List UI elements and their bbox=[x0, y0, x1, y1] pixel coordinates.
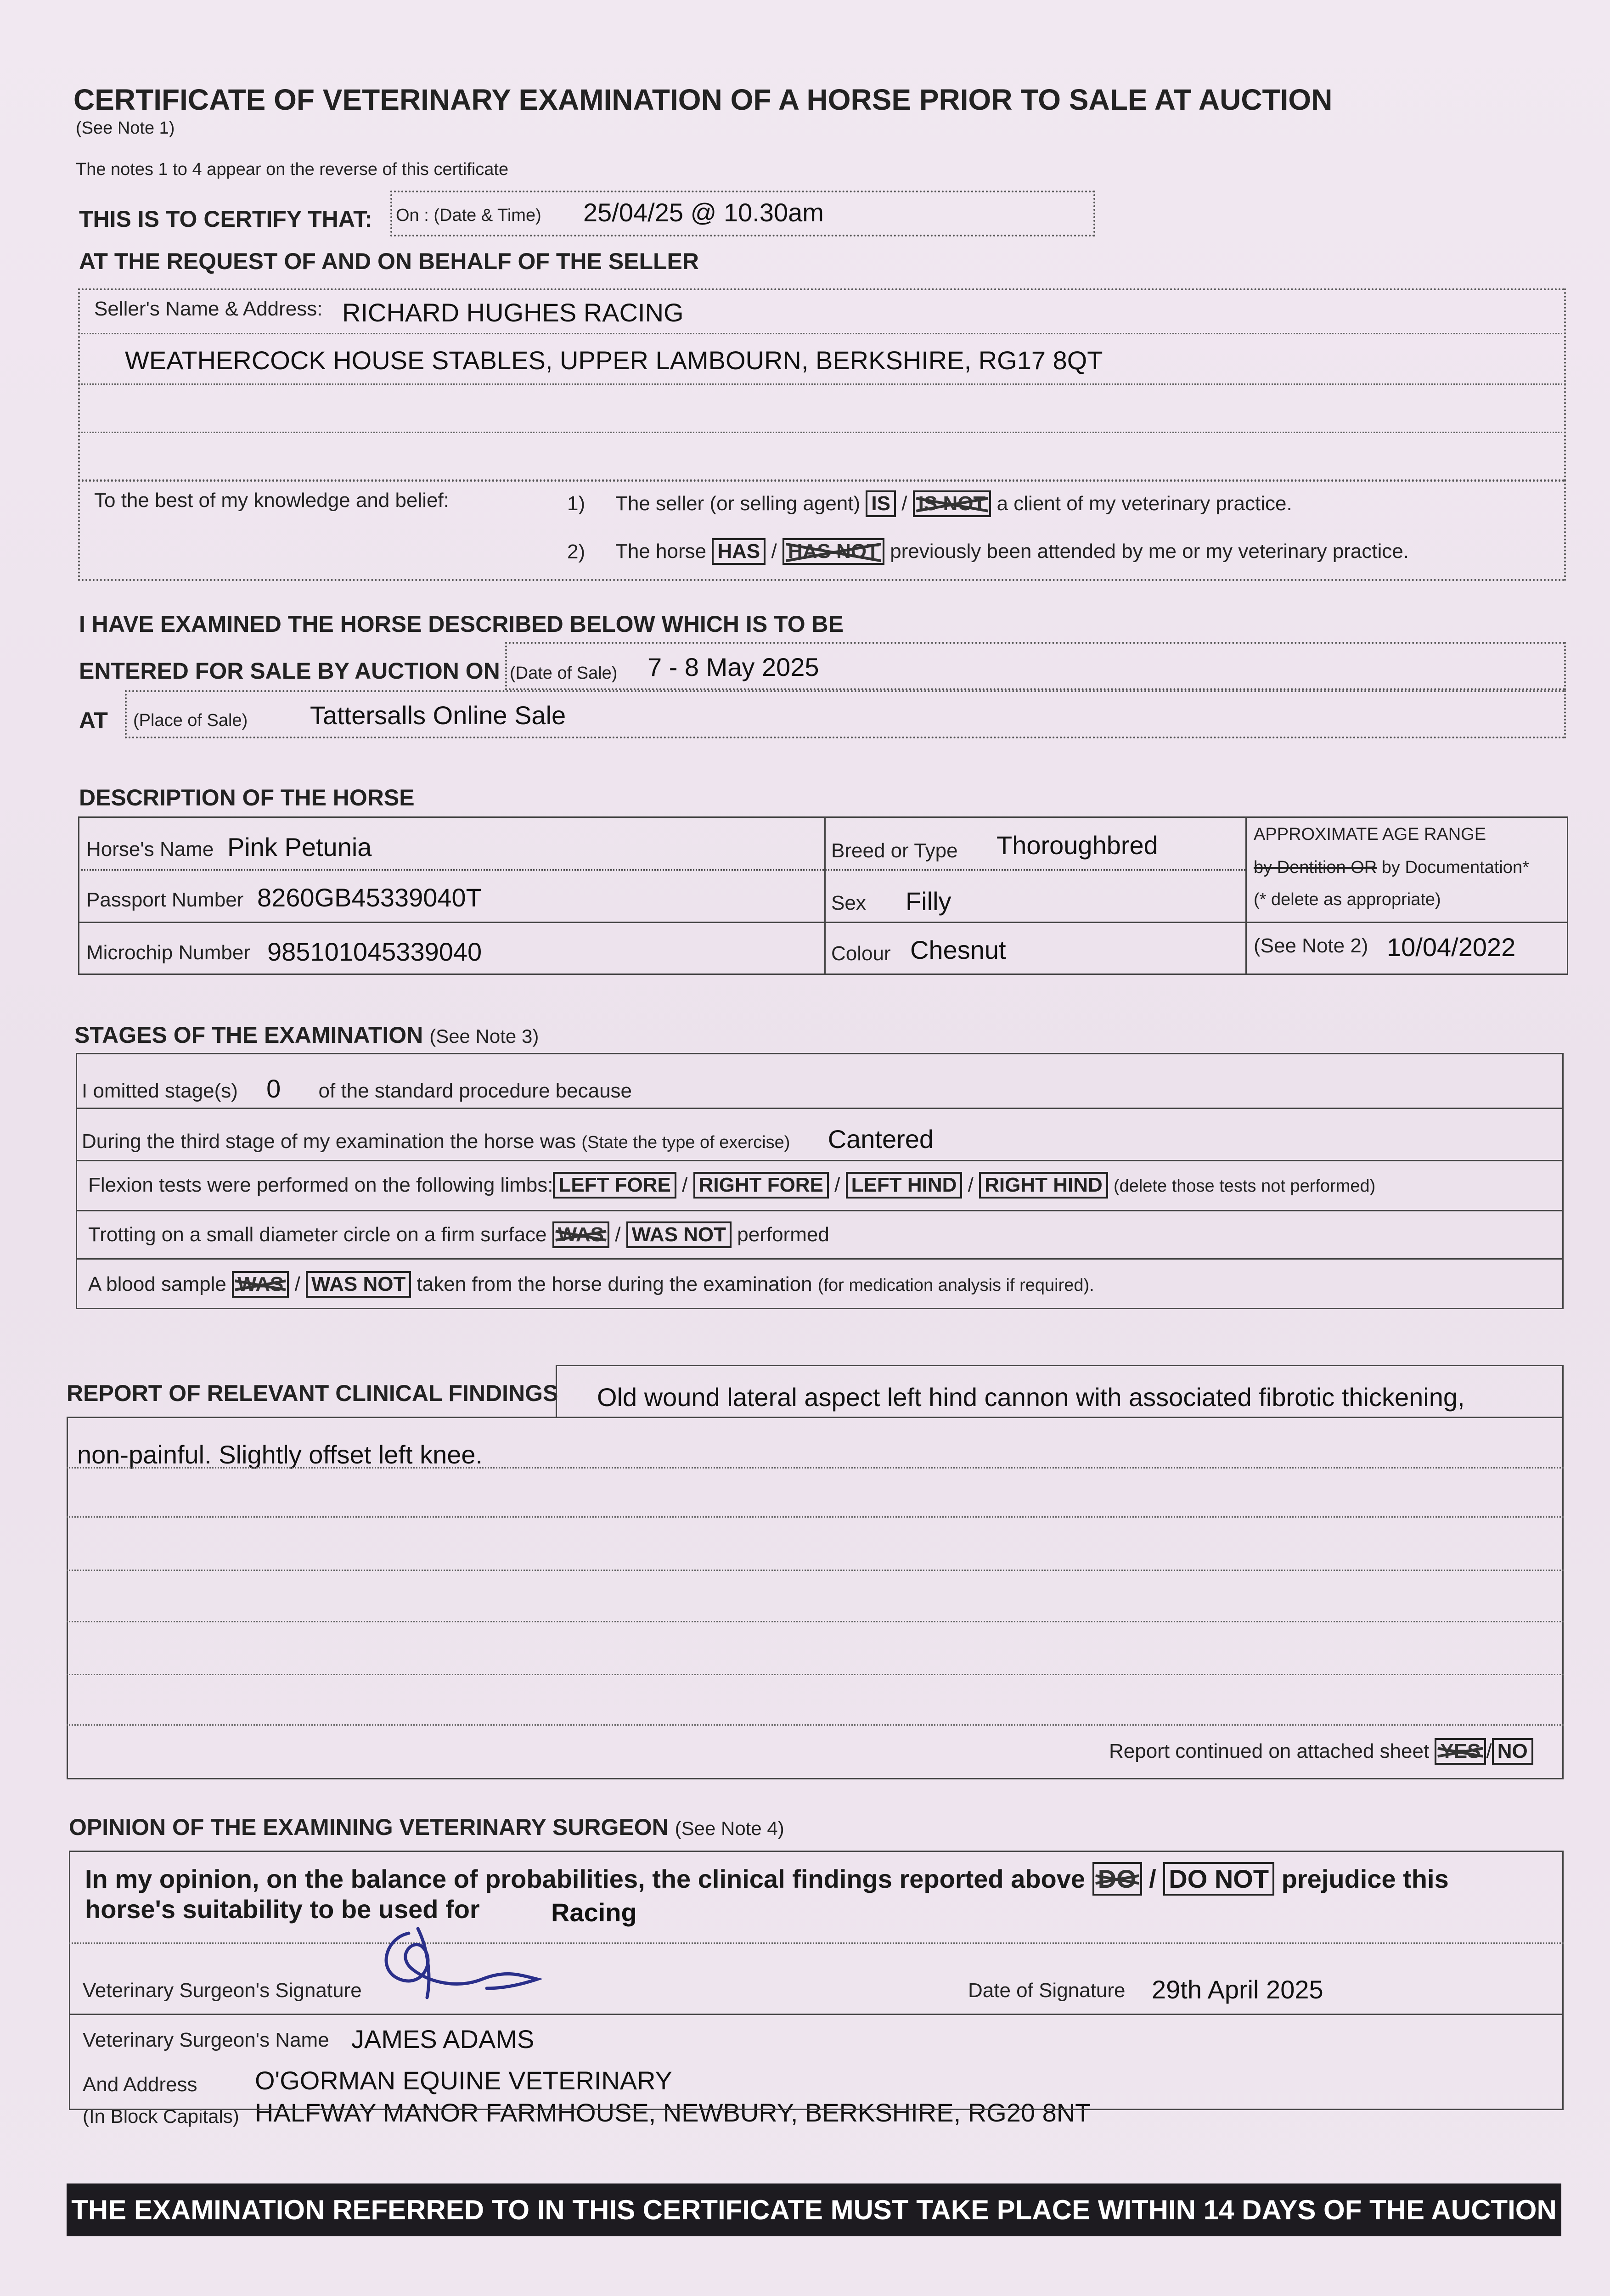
trot-was[interactable]: WAS bbox=[552, 1221, 609, 1248]
on-date-label: On : (Date & Time) bbox=[396, 206, 541, 225]
report-heading: REPORT OF RELEVANT CLINICAL FINDINGS bbox=[67, 1380, 558, 1406]
desc-divider-2 bbox=[1245, 816, 1247, 975]
omitted-post: of the standard procedure because bbox=[318, 1080, 632, 1102]
certify-label: THIS IS TO CERTIFY THAT: bbox=[79, 206, 372, 232]
stages-line-3 bbox=[76, 1210, 1564, 1211]
description-heading: DESCRIPTION OF THE HORSE bbox=[79, 785, 415, 810]
trot-was-not[interactable]: WAS NOT bbox=[626, 1221, 732, 1248]
age-by-documentation[interactable]: by Documentation* bbox=[1381, 858, 1529, 877]
age-delete-note: (* delete as appropriate) bbox=[1254, 890, 1441, 909]
opinion-statement bbox=[85, 1862, 1449, 1896]
signature-label: Veterinary Surgeon's Signature bbox=[83, 1979, 362, 2002]
opinion-do[interactable]: DO bbox=[1092, 1862, 1142, 1896]
trot-sep: / bbox=[615, 1223, 621, 1246]
sale-place-value: Tattersalls Online Sale bbox=[310, 701, 566, 730]
notes-line: The notes 1 to 4 appear on the reverse of this certificate bbox=[76, 160, 509, 179]
colour-label: Colour bbox=[831, 942, 891, 965]
sale-date-value: 7 - 8 May 2025 bbox=[647, 653, 819, 681]
trot-pre: Trotting on a small diameter circle on a firm surface bbox=[88, 1223, 547, 1246]
desc-divider-1 bbox=[824, 816, 826, 975]
item2-post: previously been attended by me or my veterinary practice. bbox=[890, 540, 1409, 563]
stages-line-1 bbox=[76, 1108, 1564, 1109]
at-label: AT bbox=[79, 708, 108, 733]
stages-heading bbox=[74, 1022, 539, 1048]
third-pre: During the third stage of my examination the horse was bbox=[82, 1130, 576, 1153]
trot-row bbox=[88, 1221, 829, 1248]
opinion-heading-text: OPINION OF THE EXAMINING VETERINARY SURGEON bbox=[69, 1814, 669, 1840]
third-hint: (State the type of exercise) bbox=[581, 1133, 790, 1152]
blood-was-not[interactable]: WAS NOT bbox=[306, 1271, 411, 1298]
opinion-pre: In my opinion, on the balance of probabilities, the clinical findings reported above bbox=[85, 1864, 1086, 1893]
blood-was[interactable]: WAS bbox=[232, 1271, 289, 1298]
sex-value: Filly bbox=[906, 887, 951, 916]
item2-pre: The horse bbox=[615, 540, 707, 563]
age-value: 10/04/2022 bbox=[1387, 933, 1516, 962]
footer-banner: THE EXAMINATION REFERRED TO IN THIS CERTIFICATE MUST TAKE PLACE WITHIN 14 DAYS OF THE AUCTION bbox=[67, 2183, 1561, 2236]
seller-label: Seller's Name & Address: bbox=[94, 298, 323, 320]
blood-row bbox=[88, 1271, 1094, 1298]
limb-right-fore[interactable]: RIGHT FORE bbox=[693, 1172, 829, 1199]
knowledge-item1-num: 1) bbox=[567, 492, 585, 515]
horse-name-value: Pink Petunia bbox=[227, 833, 372, 861]
knowledge-item2-num: 2) bbox=[567, 540, 585, 563]
microchip-label: Microchip Number bbox=[86, 941, 250, 964]
entered-label: ENTERED FOR SALE BY AUCTION ON bbox=[79, 658, 500, 684]
stage-exercise-row bbox=[82, 1124, 934, 1154]
item1-sep: / bbox=[901, 492, 907, 515]
on-date-value: 25/04/25 @ 10.30am bbox=[583, 198, 824, 227]
report-rule-1 bbox=[67, 1467, 1564, 1469]
stages-line-2 bbox=[76, 1160, 1564, 1161]
item2-sep: / bbox=[771, 540, 777, 563]
opinion-sep: / bbox=[1149, 1864, 1156, 1893]
knowledge-item2 bbox=[615, 538, 1409, 565]
seller-line-1 bbox=[78, 333, 1566, 334]
colour-value: Chesnut bbox=[910, 935, 1006, 964]
signature-date-label: Date of Signature bbox=[968, 1979, 1126, 2002]
omitted-pre: I omitted stage(s) bbox=[82, 1080, 238, 1102]
see-note-1: (See Note 1) bbox=[76, 118, 175, 138]
stages-line-4 bbox=[76, 1258, 1564, 1260]
item1-post: a client of my veterinary practice. bbox=[996, 492, 1292, 515]
flexion-sep-1: / bbox=[682, 1174, 688, 1196]
desc-row-line-1 bbox=[78, 869, 1245, 871]
breed-value: Thoroughbred bbox=[996, 831, 1158, 860]
trot-post: performed bbox=[737, 1223, 829, 1246]
stages-heading-note: (See Note 3) bbox=[429, 1025, 539, 1047]
opinion-purpose: Racing bbox=[551, 1898, 637, 1927]
blood-sep: / bbox=[294, 1273, 300, 1295]
option-has[interactable]: HAS bbox=[712, 538, 766, 565]
signature-date-value: 29th April 2025 bbox=[1152, 1975, 1323, 2004]
report-line-2: non-painful. Slightly offset left knee. bbox=[77, 1440, 483, 1469]
age-range-options bbox=[1254, 858, 1529, 878]
vet-name-label: Veterinary Surgeon's Name bbox=[83, 2029, 329, 2051]
flexion-row bbox=[88, 1172, 1375, 1199]
signature-image bbox=[367, 1919, 560, 2011]
flexion-pre: Flexion tests were performed on the following limbs: bbox=[88, 1174, 553, 1196]
vet-address-hint: (In Block Capitals) bbox=[83, 2105, 239, 2127]
report-rule-3 bbox=[67, 1570, 1564, 1571]
seller-name: RICHARD HUGHES RACING bbox=[342, 298, 684, 327]
breed-label: Breed or Type bbox=[831, 839, 958, 862]
horse-name-label: Horse's Name bbox=[86, 838, 214, 861]
continued-sep: / bbox=[1486, 1740, 1492, 1762]
age-see-note: (See Note 2) bbox=[1254, 934, 1368, 957]
opinion-heading bbox=[69, 1814, 784, 1840]
vet-address-line-2: HALFWAY MANOR FARMHOUSE, NEWBURY, BERKSHIRE, RG20 8NT bbox=[255, 2098, 1091, 2127]
passport-label: Passport Number bbox=[86, 889, 244, 911]
request-label: AT THE REQUEST OF AND ON BEHALF OF THE SELLER bbox=[79, 248, 699, 274]
continued-label: Report continued on attached sheet bbox=[1109, 1740, 1430, 1762]
report-line-1: Old wound lateral aspect left hind cannon with associated fibrotic thickening, bbox=[597, 1383, 1465, 1412]
age-range-label: APPROXIMATE AGE RANGE bbox=[1254, 825, 1486, 844]
blood-pre: A blood sample bbox=[88, 1273, 226, 1295]
sale-date-label: (Date of Sale) bbox=[510, 664, 618, 683]
limb-right-hind[interactable]: RIGHT HIND bbox=[979, 1172, 1108, 1199]
page-title: CERTIFICATE OF VETERINARY EXAMINATION OF A HORSE PRIOR TO SALE AT AUCTION bbox=[73, 83, 1333, 116]
third-value: Cantered bbox=[828, 1125, 934, 1154]
blood-post: taken from the horse during the examination bbox=[417, 1273, 812, 1295]
vet-address-label: And Address bbox=[83, 2073, 197, 2096]
blood-note: (for medication analysis if required). bbox=[817, 1276, 1094, 1295]
opinion-post: prejudice this bbox=[1281, 1864, 1449, 1893]
report-rule-6 bbox=[67, 1724, 1564, 1726]
vet-name-value: JAMES ADAMS bbox=[351, 2025, 535, 2054]
sale-place-label: (Place of Sale) bbox=[133, 711, 248, 730]
flexion-sep-2: / bbox=[834, 1174, 840, 1196]
opinion-do-not[interactable]: DO NOT bbox=[1163, 1862, 1274, 1896]
stage-omitted-row bbox=[82, 1074, 632, 1103]
microchip-value: 985101045339040 bbox=[267, 937, 482, 966]
report-rule-2 bbox=[67, 1516, 1564, 1518]
option-is[interactable]: IS bbox=[866, 490, 896, 517]
desc-row-line-2 bbox=[78, 922, 1568, 923]
vet-details-box bbox=[69, 2014, 1564, 2110]
stages-heading-text: STAGES OF THE EXAMINATION bbox=[74, 1022, 423, 1048]
report-rule-5 bbox=[67, 1674, 1564, 1675]
opinion-line-2: horse's suitability to be used for bbox=[85, 1895, 480, 1924]
continued-no[interactable]: NO bbox=[1492, 1738, 1533, 1765]
seller-line-3 bbox=[78, 432, 1566, 433]
limb-left-hind[interactable]: LEFT HIND bbox=[846, 1172, 963, 1199]
continued-yes[interactable]: YES bbox=[1435, 1738, 1486, 1765]
report-rule-4 bbox=[67, 1621, 1564, 1622]
flexion-sep-3: / bbox=[968, 1174, 974, 1196]
seller-address: WEATHERCOCK HOUSE STABLES, UPPER LAMBOURN, BERKSHIRE, RG17 8QT bbox=[125, 346, 1103, 375]
option-is-not[interactable]: IS NOT bbox=[913, 490, 991, 517]
age-by-dentition[interactable]: by Dentition OR bbox=[1254, 858, 1377, 877]
opinion-rule-1 bbox=[69, 1942, 1564, 1944]
vet-address-line-1: O'GORMAN EQUINE VETERINARY bbox=[255, 2066, 672, 2095]
examined-label: I HAVE EXAMINED THE HORSE DESCRIBED BELOW WHICH IS TO BE bbox=[79, 611, 844, 637]
option-has-not[interactable]: HAS NOT bbox=[782, 538, 884, 565]
knowledge-item1 bbox=[615, 490, 1292, 517]
sex-label: Sex bbox=[831, 892, 866, 914]
seller-line-2 bbox=[78, 383, 1566, 385]
report-continued bbox=[1109, 1738, 1533, 1765]
limb-left-fore[interactable]: LEFT FORE bbox=[553, 1172, 676, 1199]
item1-pre: The seller (or selling agent) bbox=[615, 492, 861, 515]
passport-value: 8260GB45339040T bbox=[257, 883, 482, 912]
omitted-value: 0 bbox=[266, 1074, 281, 1103]
opinion-heading-note: (See Note 4) bbox=[675, 1818, 784, 1839]
knowledge-label: To the best of my knowledge and belief: bbox=[94, 489, 449, 512]
flexion-post: (delete those tests not performed) bbox=[1113, 1176, 1376, 1196]
